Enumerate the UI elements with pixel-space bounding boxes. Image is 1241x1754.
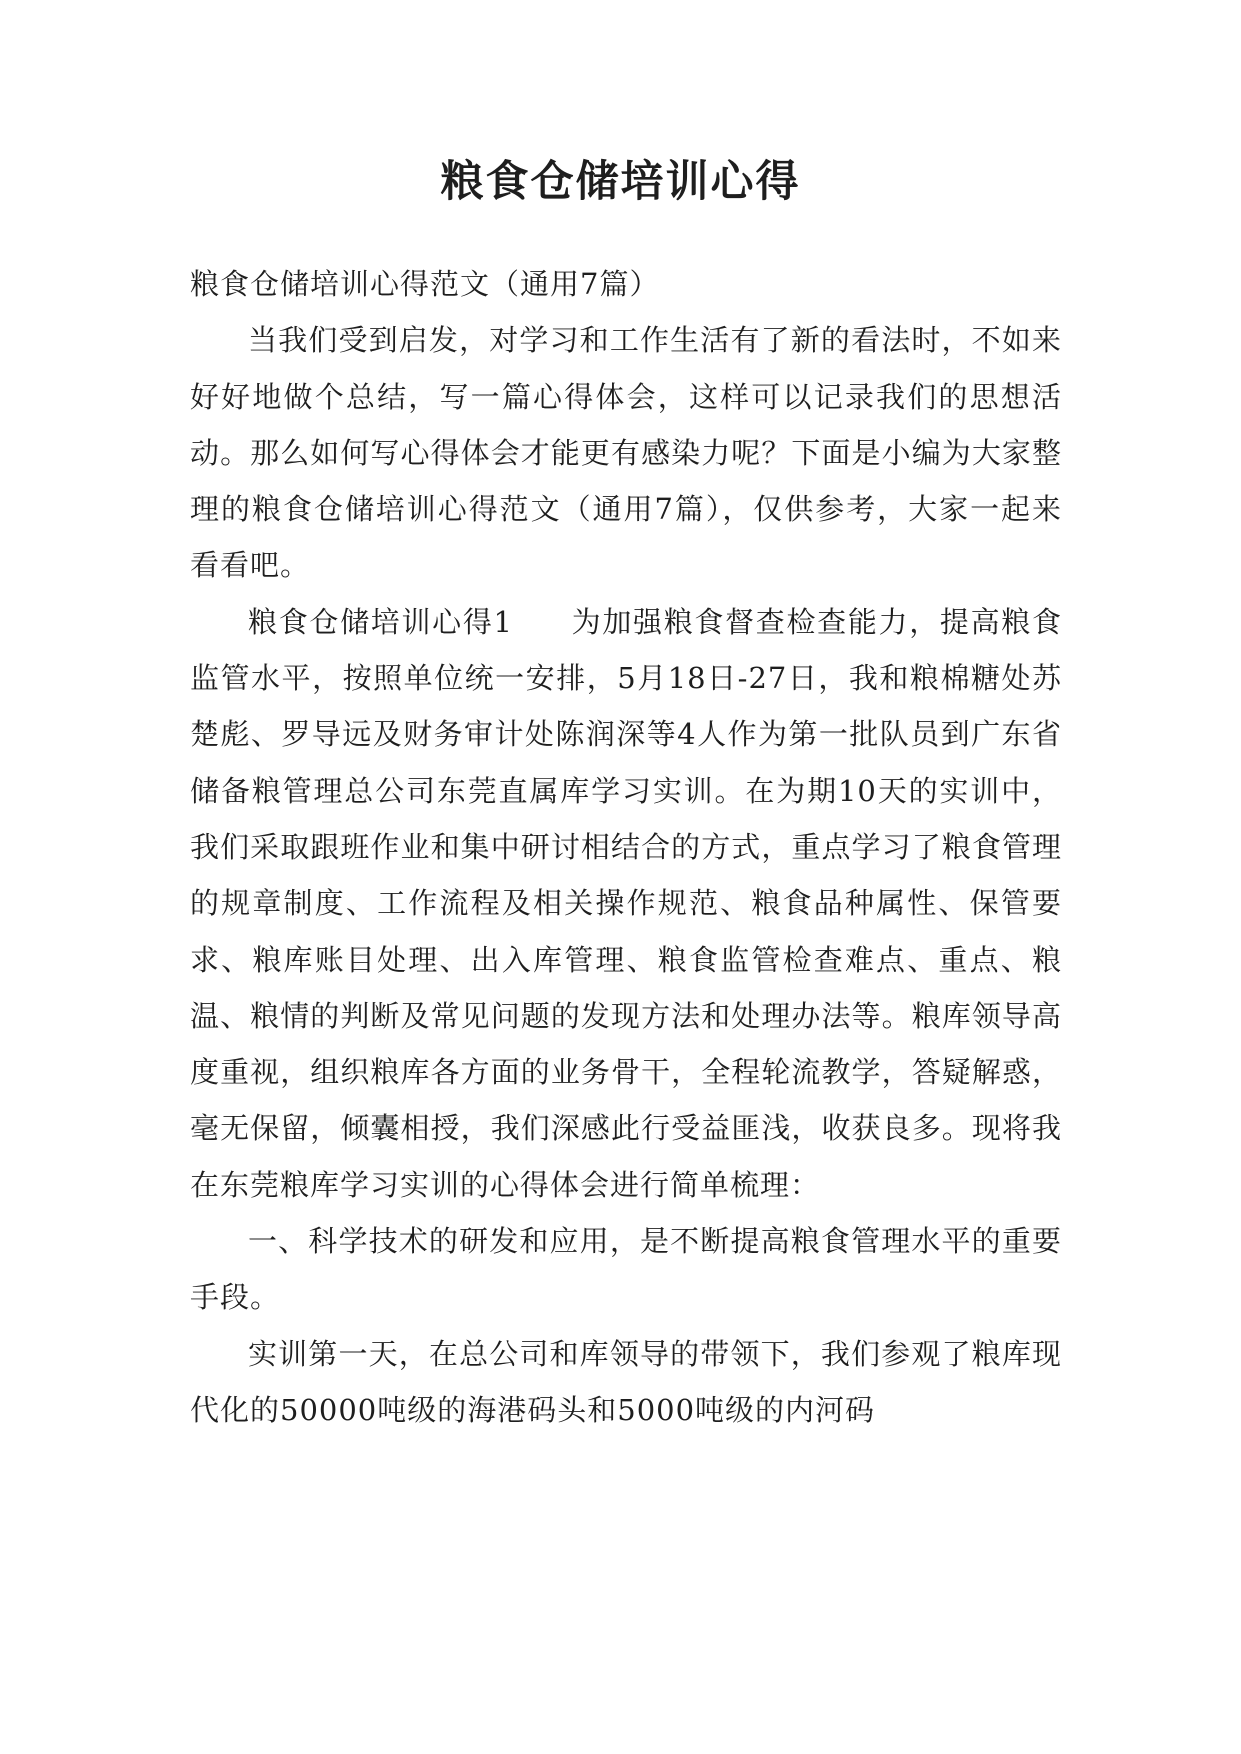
section-1-text: 为加强粮食督查检查能力，提高粮食监管水平，按照单位统一安排，5月18日-27日，我和粮棉糖处苏楚彪、罗导远及财务审计处陈润深等4人作为第一批队员到广东省储备粮管理总公司东莞直属库学习实训。在为期10天的实训中，我们采取跟班作业和集中研讨相结合的方式，重点学习了粮食管理的规章制度、工作流程及相关操作规范、粮食品种属性、保管要求、粮库账目处理、出入库管理、粮食监管检查难点、重点、粮温、粮情的判断及常见问题的发现方法和处理办法等。粮库领导高度重视，组织粮库各方面的业务骨干，全程轮流教学，答疑解惑，毫无保留，倾囊相授，我们深感此行受益匪浅，收获良多。现将我在东莞粮库学习实训的心得体会进行简单梳理： <box>190 604 1062 1202</box>
page-title: 粮食仓储培训心得 <box>440 157 801 207</box>
section-1-paragraph <box>190 594 1062 1213</box>
point-1-paragraph: 一、科学技术的研发和应用，是不断提高粮食管理水平的重要手段。 <box>190 1224 1062 1315</box>
document-body <box>190 256 1062 1438</box>
closing-paragraph: 实训第一天，在总公司和库领导的带领下，我们参观了粮库现代化的50000吨级的海港码头和5000吨级的内河码 <box>190 1336 1062 1427</box>
intro-paragraph: 当我们受到启发，对学习和工作生活有了新的看法时，不如来好好地做个总结，写一篇心得体会，这样可以记录我们的思想活动。那么如何写心得体会才能更有感染力呢？下面是小编为大家整理的粮食仓储培训心得范文（通用7篇），仅供参考，大家一起来看看吧。 <box>190 323 1062 583</box>
document-subtitle: 粮食仓储培训心得范文（通用7篇） <box>190 267 660 301</box>
section-1-heading: 粮食仓储培训心得1 <box>248 604 513 639</box>
